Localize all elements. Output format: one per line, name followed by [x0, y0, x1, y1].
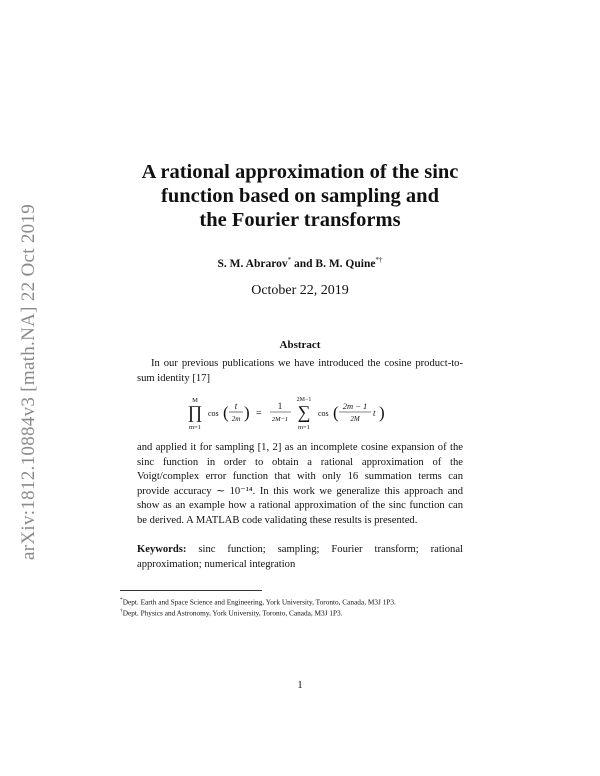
eq-frac1-den: 2m: [231, 415, 241, 423]
footnote-1-text: Dept. Earth and Space Science and Engineering, York University, Toronto, Canada, M3J 1P3.: [122, 597, 396, 607]
eq-frac2-num: 1: [277, 401, 283, 411]
footnote-divider: [120, 590, 262, 591]
eq-left-paren-1: (: [223, 403, 229, 422]
eq-frac3-num: 2m − 1: [342, 401, 368, 411]
paper-title: [100, 160, 500, 232]
eq-left-paren-2: (: [333, 403, 339, 422]
publication-date: October 22, 2019: [251, 283, 349, 298]
eq-cos-1: cos: [208, 409, 219, 418]
eq-equals: =: [256, 408, 262, 419]
abstract-paragraph-1: In our previous publications we have introduced the cosine product-to-sum identity [17]: [137, 358, 463, 384]
author-abrarov: S. M. Abrarov: [217, 257, 288, 270]
author-list: [150, 256, 450, 270]
arxiv-identifier[interactable]: arXiv:1812.10884v3 [math.NA] 22 Oct 2019: [18, 203, 39, 560]
abstract-paragraph-2: and applied it for sampling [1, 2] as an incomplete cosine expansion of the sinc function in order to obtain a rational approximation of the Voigt/complex error function that with only 16 summation terms can provide accuracy ∼ 10⁻¹⁴. In this work we generalize this approach and show as an example how a rational approximation of the sinc function can be derived. A MATLAB code validating these results is presented.: [137, 442, 463, 526]
eq-prod-lower: m=1: [189, 424, 201, 431]
eq-sum-symbol: ∑: [297, 402, 311, 422]
author-abrarov-affiliation-mark: *: [287, 256, 292, 264]
eq-prod-upper: M: [192, 397, 198, 404]
eq-sum-lower: m=1: [298, 424, 310, 431]
eq-frac1-num: t: [234, 401, 238, 411]
footnote-2-mark: †: [120, 608, 123, 614]
author-quine: B. M. Quine: [315, 257, 376, 270]
title-line-1: A rational approximation of the sinc: [141, 161, 459, 183]
eq-frac3-den: 2M: [350, 415, 360, 423]
eq-cos-2: cos: [318, 409, 329, 418]
author-quine-affiliation-mark: *†: [375, 256, 383, 264]
title-line-3: the Fourier transforms: [199, 209, 401, 231]
footnote-2-text: Dept. Physics and Astronomy, York University, Toronto, Canada, M3J 1P3.: [122, 608, 343, 618]
keywords-block: [137, 543, 463, 572]
eq-right-paren-1: ): [244, 403, 250, 422]
abstract-heading: Abstract: [279, 339, 321, 351]
author-conjunction: and: [293, 257, 313, 270]
title-line-2: function based on sampling and: [161, 185, 439, 207]
eq-var-t: t: [373, 408, 376, 418]
footnote-1-mark: *: [120, 597, 123, 603]
eq-frac2-den: 2M−1: [271, 416, 289, 423]
eq-sum-upper: 2M−1: [296, 397, 312, 403]
cosine-product-to-sum-equation: [180, 393, 420, 433]
eq-prod-symbol: ∏: [187, 402, 203, 422]
footnote-2: [120, 606, 500, 618]
keywords-label: Keywords:: [137, 544, 187, 555]
page-number: 1: [297, 679, 303, 691]
keywords-text: sinc function; sampling; Fourier transform; rational approximation; numerical integration: [137, 544, 463, 570]
eq-right-paren-2: ): [379, 403, 385, 422]
